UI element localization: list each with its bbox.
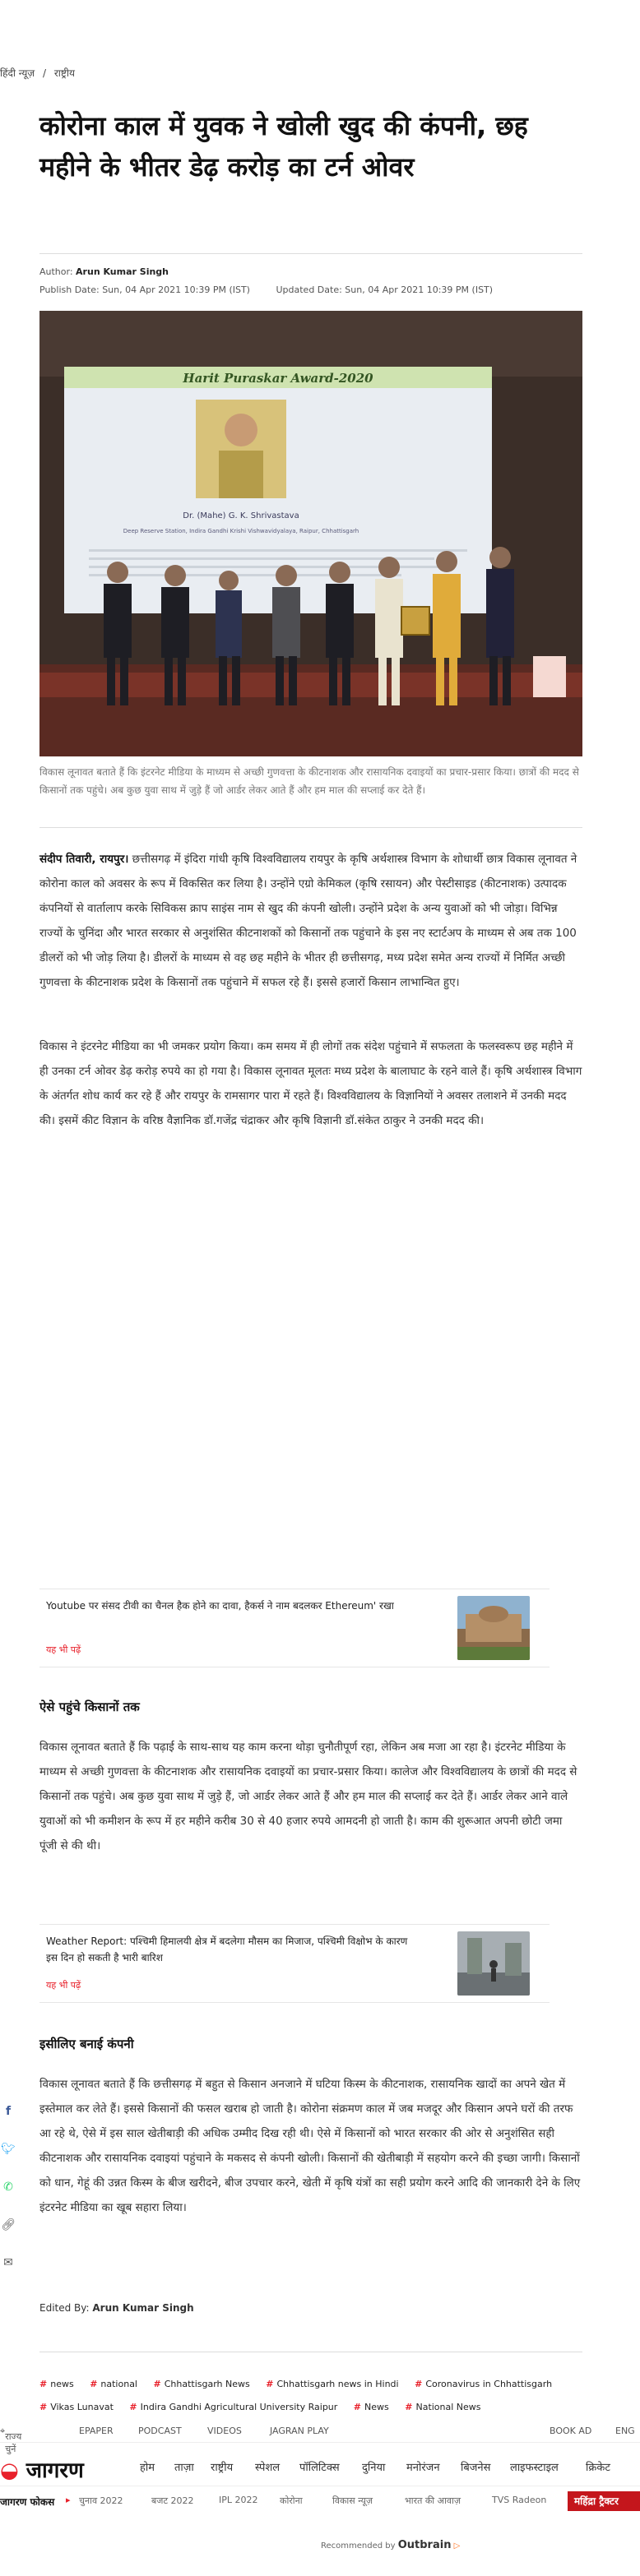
nav-item-politics[interactable]: पॉलिटिक्स: [299, 2462, 340, 2474]
recommended-by[interactable]: [321, 2539, 460, 2551]
caption-divider: [39, 827, 582, 828]
breadcrumb-section[interactable]: राष्ट्रीय: [53, 67, 75, 79]
outbrain-logo[interactable]: Outbrain: [397, 2539, 452, 2551]
publish-date: Publish Date: Sun, 04 Apr 2021 10:39 PM (IST): [39, 284, 250, 295]
subheading-1: ऐसे पहुंचे किसानों तक: [39, 1700, 140, 1714]
focus-item[interactable]: विकास न्यूज़: [332, 2495, 373, 2506]
sponsored-tab[interactable]: महिंद्रा ट्रैक्टर: [568, 2491, 640, 2511]
related-story-title[interactable]: Youtube पर संसद टीवी का चैनल हैक होने का दावा, हैकर्स ने नाम बदलकर Ethereum' रखा: [46, 1600, 394, 1612]
article-paragraph-3: विकास लूनावत बताते हैं कि पढ़ाई के साथ-साथ यह काम करना थोड़ा चुनौतीपूर्ण रहा, लेकिन अब मजा आ रहा है। इंटरनेट मीडिया के माध्यम से अच्छी गुणवत्ता के कीटनाशक और रासायनिक दवाइयों का प्रचार-प्रसार किया। कालेज और विश्वविद्यालय के छात्रों की मदद से किसानों तक पहुंचे। अब कुछ युवा साथ में जुड़े हैं, जो आर्डर लेकर आते हैं और हम माल की सप्लाई कर देते हैं। आर्डर लेकर आने वाले युवाओं को भी कमीशन के रूप में हर महीने करीब 30 से 40 हजार रुपये आमदनी हो जाती है। काम की शुरूआत अपनी छोटी जमा पूंजी से की थी।: [39, 1741, 577, 1852]
author-name[interactable]: Arun Kumar Singh: [76, 266, 169, 277]
related-story-1[interactable]: [39, 1589, 550, 1667]
article-paragraph-2: विकास ने इंटरनेट मीडिया का भी जमकर प्रयोग किया। कम समय में ही लोगों तक संदेश पहुंचाने में सफलता के फलस्वरूप छह महीने में ही उनका टर्न ओवर डेढ़ करोड़ रुपये का हो गया है। विकास लूनावत मूलतः मध्य प्रदेश के बालाघाट के रहने वाले हैं। कृषि अर्थशास्त्र विभाग के अंतर्गत शोध कार्य कर रहे हैं और रायपुर के रामसागर पारा में रहते हैं। विश्वविद्यालय के विज्ञानियों ने अवसर तलाशने में उनकी मदद की। इसमें कीट विज्ञान के वरिष्ठ वैज्ञानिक डॉ.गजेंद्र चंद्राकर और कृषि विज्ञानी डॉ.संकेत ठाकुर ने उनकी मदद की।: [39, 1040, 582, 1127]
article-meta: [39, 263, 582, 299]
tag-item[interactable]: # News: [353, 2402, 389, 2412]
site-logo[interactable]: ◒ जागरण: [0, 2458, 84, 2483]
focus-item[interactable]: भारत की आवाज़: [405, 2495, 461, 2506]
nav-videos[interactable]: VIDEOS: [207, 2426, 242, 2436]
nav-jagran-play[interactable]: JAGRAN PLAY: [270, 2426, 329, 2436]
edited-by: [39, 2302, 582, 2314]
nav-book-ad[interactable]: BOOK AD: [550, 2426, 592, 2436]
subheading-2: इसीलिए बनाई कंपनी: [39, 2037, 134, 2051]
tag-item[interactable]: # Vikas Lunavat: [39, 2402, 114, 2412]
tag-item[interactable]: # news: [39, 2379, 74, 2389]
nav-item-entertainment[interactable]: मनोरंजन: [406, 2462, 440, 2474]
related-story-thumbnail[interactable]: [457, 1931, 530, 1996]
breadcrumb: [0, 66, 80, 80]
title-divider: [39, 253, 582, 254]
breadcrumb-separator: /: [43, 67, 47, 79]
whatsapp-icon[interactable]: ✆: [3, 2181, 13, 2194]
link-icon[interactable]: 🔗︎: [1, 2218, 16, 2231]
page-title: कोरोना काल में युवक ने खोली खुद की कंपनी, छह महीने के भीतर डेढ़ करोड़ का टर्न ओवर: [39, 110, 528, 183]
tag-item[interactable]: # Chhattisgarh news in Hindi: [266, 2379, 399, 2389]
nav-epaper[interactable]: EPAPER: [79, 2426, 114, 2436]
main-nav: [0, 2442, 640, 2486]
tag-item[interactable]: # Chhattisgarh News: [153, 2379, 250, 2389]
banner-title: Harit Puraskar Award-2020: [183, 371, 373, 386]
nav-item-cricket[interactable]: क्रिकेट: [586, 2462, 610, 2474]
paragraph-1-text: छत्तीसगढ़ में इंदिरा गांधी कृषि विश्वविद्यालय रायपुर के कृषि अर्थशास्त्र विभाग के शोधार्थी छात्र विकास लूनावत ने कोरोना काल को अवसर के रूप में विकसित कर लिया है। उन्होंने एग्रो केमिकल (कृषि रसायन) और पेस्टीसाइड (कीटनाशक) उत्पादक कंपनियों से वार्तालाप करके सिविकस क्राप साइंस नाम से खुद की कंपनी खोली। उन्होंने प्रदेश के अन्य युवाओं को भी जोड़ा। विभिन्न राज्यों के चुनिंदा और भारत सरकार से अनुशंसित कीटनाशकों को किसानों तक पहुंचाने के इस नए स्टार्टअप के माध्यम से अब तक 100 डीलरों को भी जोड़ लिया है। डीलरों के माध्यम से वह छह महीने के भीतर ही छत्तीसगढ़, मध्य प्रदेश समेत अन्य राज्यों में निर्मित अच्छी गुणवत्ता के कीटनाशक प्रदेश के किसानों तक पहुंचाने में सफल रहे हैं। इससे हजारों किसान लाभान्वित हुए।: [39, 853, 577, 989]
focus-item[interactable]: चुनाव 2022: [79, 2495, 123, 2506]
edited-by-label: Edited By:: [39, 2302, 90, 2314]
nav-podcast[interactable]: PODCAST: [138, 2426, 182, 2436]
twitter-icon[interactable]: 🐦︎: [1, 2143, 16, 2156]
logo-sun-icon: ◒: [0, 2458, 19, 2483]
state-select[interactable]: ⌖ राज्य चुनें: [0, 2426, 22, 2454]
facebook-icon[interactable]: f: [5, 2105, 12, 2118]
nav-language[interactable]: ENG: [615, 2426, 635, 2436]
tag-item[interactable]: # National News: [405, 2402, 481, 2412]
nav-item-special[interactable]: स्पेशल: [255, 2462, 281, 2474]
share-rail: [0, 2105, 16, 2294]
outbrain-icon: ▷: [453, 2541, 461, 2551]
editor-name[interactable]: Arun Kumar Singh: [92, 2302, 194, 2314]
utility-nav: [0, 2421, 640, 2454]
article-paragraph-1: [39, 847, 582, 995]
hero-image: [39, 311, 582, 756]
caret-right-icon: ▸: [66, 2495, 71, 2505]
focus-item[interactable]: बजट 2022: [151, 2495, 194, 2506]
nav-item-business[interactable]: बिजनेस: [461, 2462, 491, 2474]
related-story-thumbnail[interactable]: [457, 1596, 530, 1660]
article-paragraph-4: विकास लूनावत बताते हैं कि छत्तीसगढ़ में बहुत से किसान अनजाने में घटिया किस्म के कीटनाशक, रासायनिक खादों का अपने खेत में इस्तेमाल कर लेते हैं। इससे किसानों की फसल खराब हो जाती है। कोरोना संक्रमण काल में जब मजदूर और किसान अपने घरों की तरफ आ रहे थे, ऐसे में इस साल खेतीबाड़ी की अधिक उम्मीद दिख रही थी। ऐसे में किसानों को भारत सरकार की ओर से अनुशंसित सही कीटनाशक और रासायनिक दवाइयां पहुंचाने के मकसद से कंपनी खोली। किसानों की खेतीबाड़ी में सहयोग करने की इच्छा जागी। किसानों को धान, गेहूं की उन्नत किस्म के बीज खरीदने, बीज उपचार करने, खेती में कृषि यंत्रों का सही प्रयोग करने आदि की जानकारी देने के लिए इंटरनेट मीडिया का खूब सहारा लिया।: [39, 2078, 581, 2214]
nav-item-lifestyle[interactable]: लाइफस्टाइल: [510, 2462, 559, 2474]
email-icon[interactable]: ✉: [3, 2256, 13, 2269]
byline: संदीप तिवारी, रायपुर।: [39, 853, 129, 866]
related-story-2[interactable]: [39, 1924, 550, 2003]
focus-item[interactable]: IPL 2022: [219, 2495, 258, 2505]
focus-item[interactable]: TVS Radeon: [492, 2495, 547, 2505]
focus-bar: [0, 2488, 640, 2513]
related-story-title[interactable]: Weather Report: पश्चिमी हिमालयी क्षेत्र में बदलेगा मौसम का मिजाज, पश्चिमी विक्षोभ के कारण इस दिन हो सकती है भारी बारिश: [46, 1935, 408, 1963]
author-label: Author:: [39, 266, 73, 277]
nav-item-latest[interactable]: ताज़ा: [174, 2462, 194, 2474]
tag-item[interactable]: # Indira Gandhi Agricultural University Raipur: [129, 2402, 338, 2412]
nav-item-home[interactable]: होम: [140, 2462, 155, 2474]
focus-item[interactable]: कोरोना: [280, 2495, 303, 2506]
focus-label: जागरण फोकस: [0, 2496, 55, 2508]
nav-item-world[interactable]: दुनिया: [362, 2462, 386, 2474]
tag-list: [39, 2373, 582, 2419]
image-caption: विकास लूनावत बताते हैं कि इंटरनेट मीडिया के माध्यम से अच्छी गुणवत्ता के कीटनाशक और रासायनिक दवाइयों का प्रचार-प्रसार किया। छात्रों की मदद से किसानों तक पहुंचे। अब कुछ युवा साथ में जुड़े हैं जो आर्डर लेकर आते हैं और हम माल की सप्लाई कर देते हैं।: [39, 766, 579, 796]
hero-photo: [39, 311, 582, 756]
tag-item[interactable]: # Coronavirus in Chhattisgarh: [415, 2379, 553, 2389]
breadcrumb-home[interactable]: हिंदी न्यूज़: [0, 67, 35, 79]
read-also-link[interactable]: यह भी पढ़ें: [46, 1644, 81, 1655]
tag-item[interactable]: # national: [90, 2379, 137, 2389]
updated-date: Updated Date: Sun, 04 Apr 2021 10:39 PM (IST): [276, 284, 494, 295]
nav-item-national[interactable]: राष्ट्रीय: [211, 2462, 234, 2474]
banner-sub: Deep Reserve Station, Indira Gandhi Krishi Vishwavidyalaya, Raipur, Chhattisgarh: [123, 528, 359, 534]
recommended-label: Recommended by: [321, 2541, 396, 2551]
banner-name: Dr. (Mahe) G. K. Shrivastava: [183, 511, 299, 520]
read-also-link[interactable]: यह भी पढ़ें: [46, 1980, 81, 1991]
